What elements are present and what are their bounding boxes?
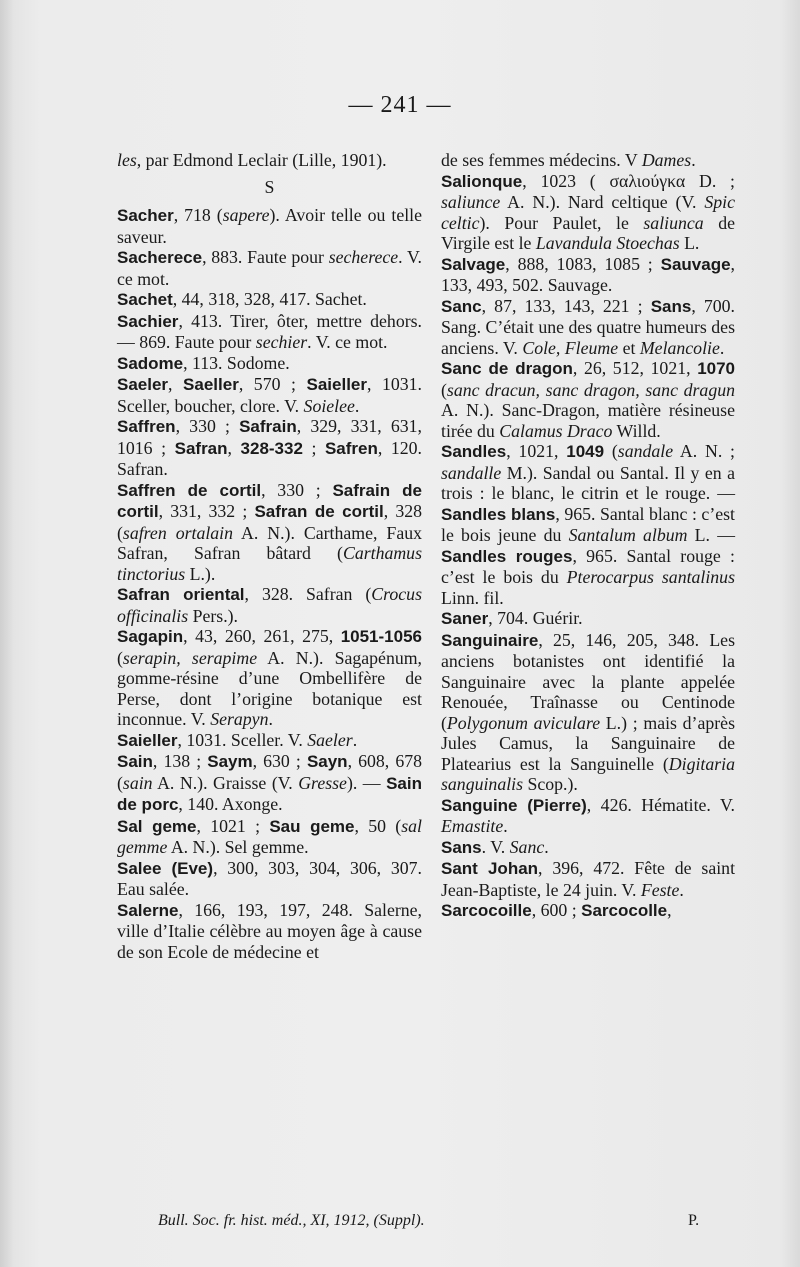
left_column-entry: Sacherece, 883. Faute pour secherece. V. ce mot. — [117, 247, 422, 289]
right_column-entry: Salionque, 1023 ( σαλιούγκα D. ; saliunce A. N.). Nard celtique (V. Spic celtic). Pour Paulet, le saliunca de Virgile est le Lavandula Stoechas L. — [441, 170, 735, 253]
right_column-entry: Saner, 704. Guérir. — [441, 608, 583, 628]
left_column-entry: Saffren, 330 ; Safrain, 329, 331, 631, 1016 ; Safran, 328-332 ; Safren, 120. Safran. — [117, 416, 422, 479]
left_column-entry: Sain, 138 ; Saym, 630 ; Sayn, 608, 678 (sain A. N.). Graisse (V. Gresse). — Sain de porc, 140. Axonge. — [117, 751, 422, 814]
footer-citation: Bull. Soc. fr. hist. méd., XI, 1912, (Suppl). — [158, 1212, 425, 1229]
right_column-entry: Sanc de dragon, 26, 512, 1021, 1070 (sanc dracun, sanc dragon, sanc dragun A. N.). Sanc-Dragon, matière résineuse tirée du Calamus Draco Willd. — [441, 358, 736, 441]
left_column-entry: Sal geme, 1021 ; Sau geme, 50 (sal gemme A. N.). Sel gemme. — [117, 815, 422, 857]
left_column-entry: Sachet, 44, 318, 328, 417. Sachet. — [117, 289, 367, 309]
right-column — [441, 150, 735, 922]
left_column-entry: S — [264, 176, 275, 197]
footer-signature: P. — [688, 1212, 700, 1229]
right_column-entry: Sarcocoille, 600 ; Sarcocolle, — [441, 900, 672, 920]
left_column-entry: Sagapin, 43, 260, 261, 275, 1051-1056 (serapin, serapime A. N.). Sagapénum, gomme-résine d’une Ombellifère de Perse, dont l’origine botanique est inconnue. V. Serapyn. — [117, 626, 423, 729]
left_column-entry: Saieller, 1031. Sceller. V. Saeler. — [117, 729, 358, 750]
right_column-entry: Sans. V. Sanc. — [441, 836, 549, 857]
right_column-entry: Sanguinaire, 25, 146, 205, 348. Les anciens botanistes ont identifié la Sanguinaire avec la plante appelée Renouée, Traînasse ou Centinode (Polygonum aviculare L.) ; mais d’après Jules Camus, la Sanguinaire de Platearius est la Sanguinelle (Digitaria sanguinalis Scop.). — [441, 629, 735, 794]
right_column-entry: Salvage, 888, 1083, 1085 ; Sauvage, 133, 493, 502. Sauvage. — [441, 253, 735, 295]
page-number: — 241 — — [348, 92, 452, 118]
right_column-entry: Sanguine (Pierre), 426. Hématite. V. Emastite. — [441, 794, 736, 836]
left_column-entry: Sachier, 413. Tirer, ôter, mettre dehors. — 869. Faute pour sechier. V. ce mot. — [117, 310, 422, 352]
right_column-entry: Sanc, 87, 133, 143, 221 ; Sans, 700. Sang. C’était une des quatre humeurs des anciens. V. Cole, Fleume et Melancolie. — [441, 295, 735, 358]
left_column-entry: Saffren de cortil, 330 ; Safrain de cortil, 331, 332 ; Safran de cortil, 328 (safren ortalain A. N.). Carthame, Faux Safran, Safran bâtard (Carthamus tinctorius L.). — [117, 479, 422, 584]
left_column-entry: Safran oriental, 328. Safran (Crocus officinalis Pers.). — [117, 584, 422, 626]
left_column-entry: Saeler, Saeller, 570 ; Saieller, 1031. Sceller, boucher, clore. V. Soielee. — [117, 374, 422, 416]
left_column-entry: Sadome, 113. Sodome. — [117, 352, 290, 373]
right_column-entry: Sant Johan, 396, 472. Fête de saint Jean-Baptiste, le 24 juin. V. Feste. — [441, 858, 736, 900]
right_column-entry: de ses femmes médecins. V Dames. — [441, 150, 696, 170]
right_column-entry: Sandles, 1021, 1049 (sandale A. N. ; sandalle M.). Sandal ou Santal. Il y en a trois : le blanc, le citrin et le rouge. — Sandles blans, 965. Santal blanc : c’est le bois jeune du Santalum album L. — Sandles rouges, 965. Santal rouge : c’est le bois du Pterocarpus santalinus Linn. fil. — [441, 441, 736, 608]
left-column — [117, 150, 422, 962]
left_column-entry: Sacher, 718 (sapere). Avoir telle ou telle saveur. — [117, 205, 422, 247]
left_column-entry: Salee (Eve), 300, 303, 304, 306, 307. Eau salée. — [117, 857, 422, 899]
left_column-entry: Salerne, 166, 193, 197, 248. Salerne, ville d’Italie célèbre au moyen âge à cause de son Ecole de médecine et — [117, 899, 422, 962]
left_column-entry: les, par Edmond Leclair (Lille, 1901). — [117, 150, 387, 170]
